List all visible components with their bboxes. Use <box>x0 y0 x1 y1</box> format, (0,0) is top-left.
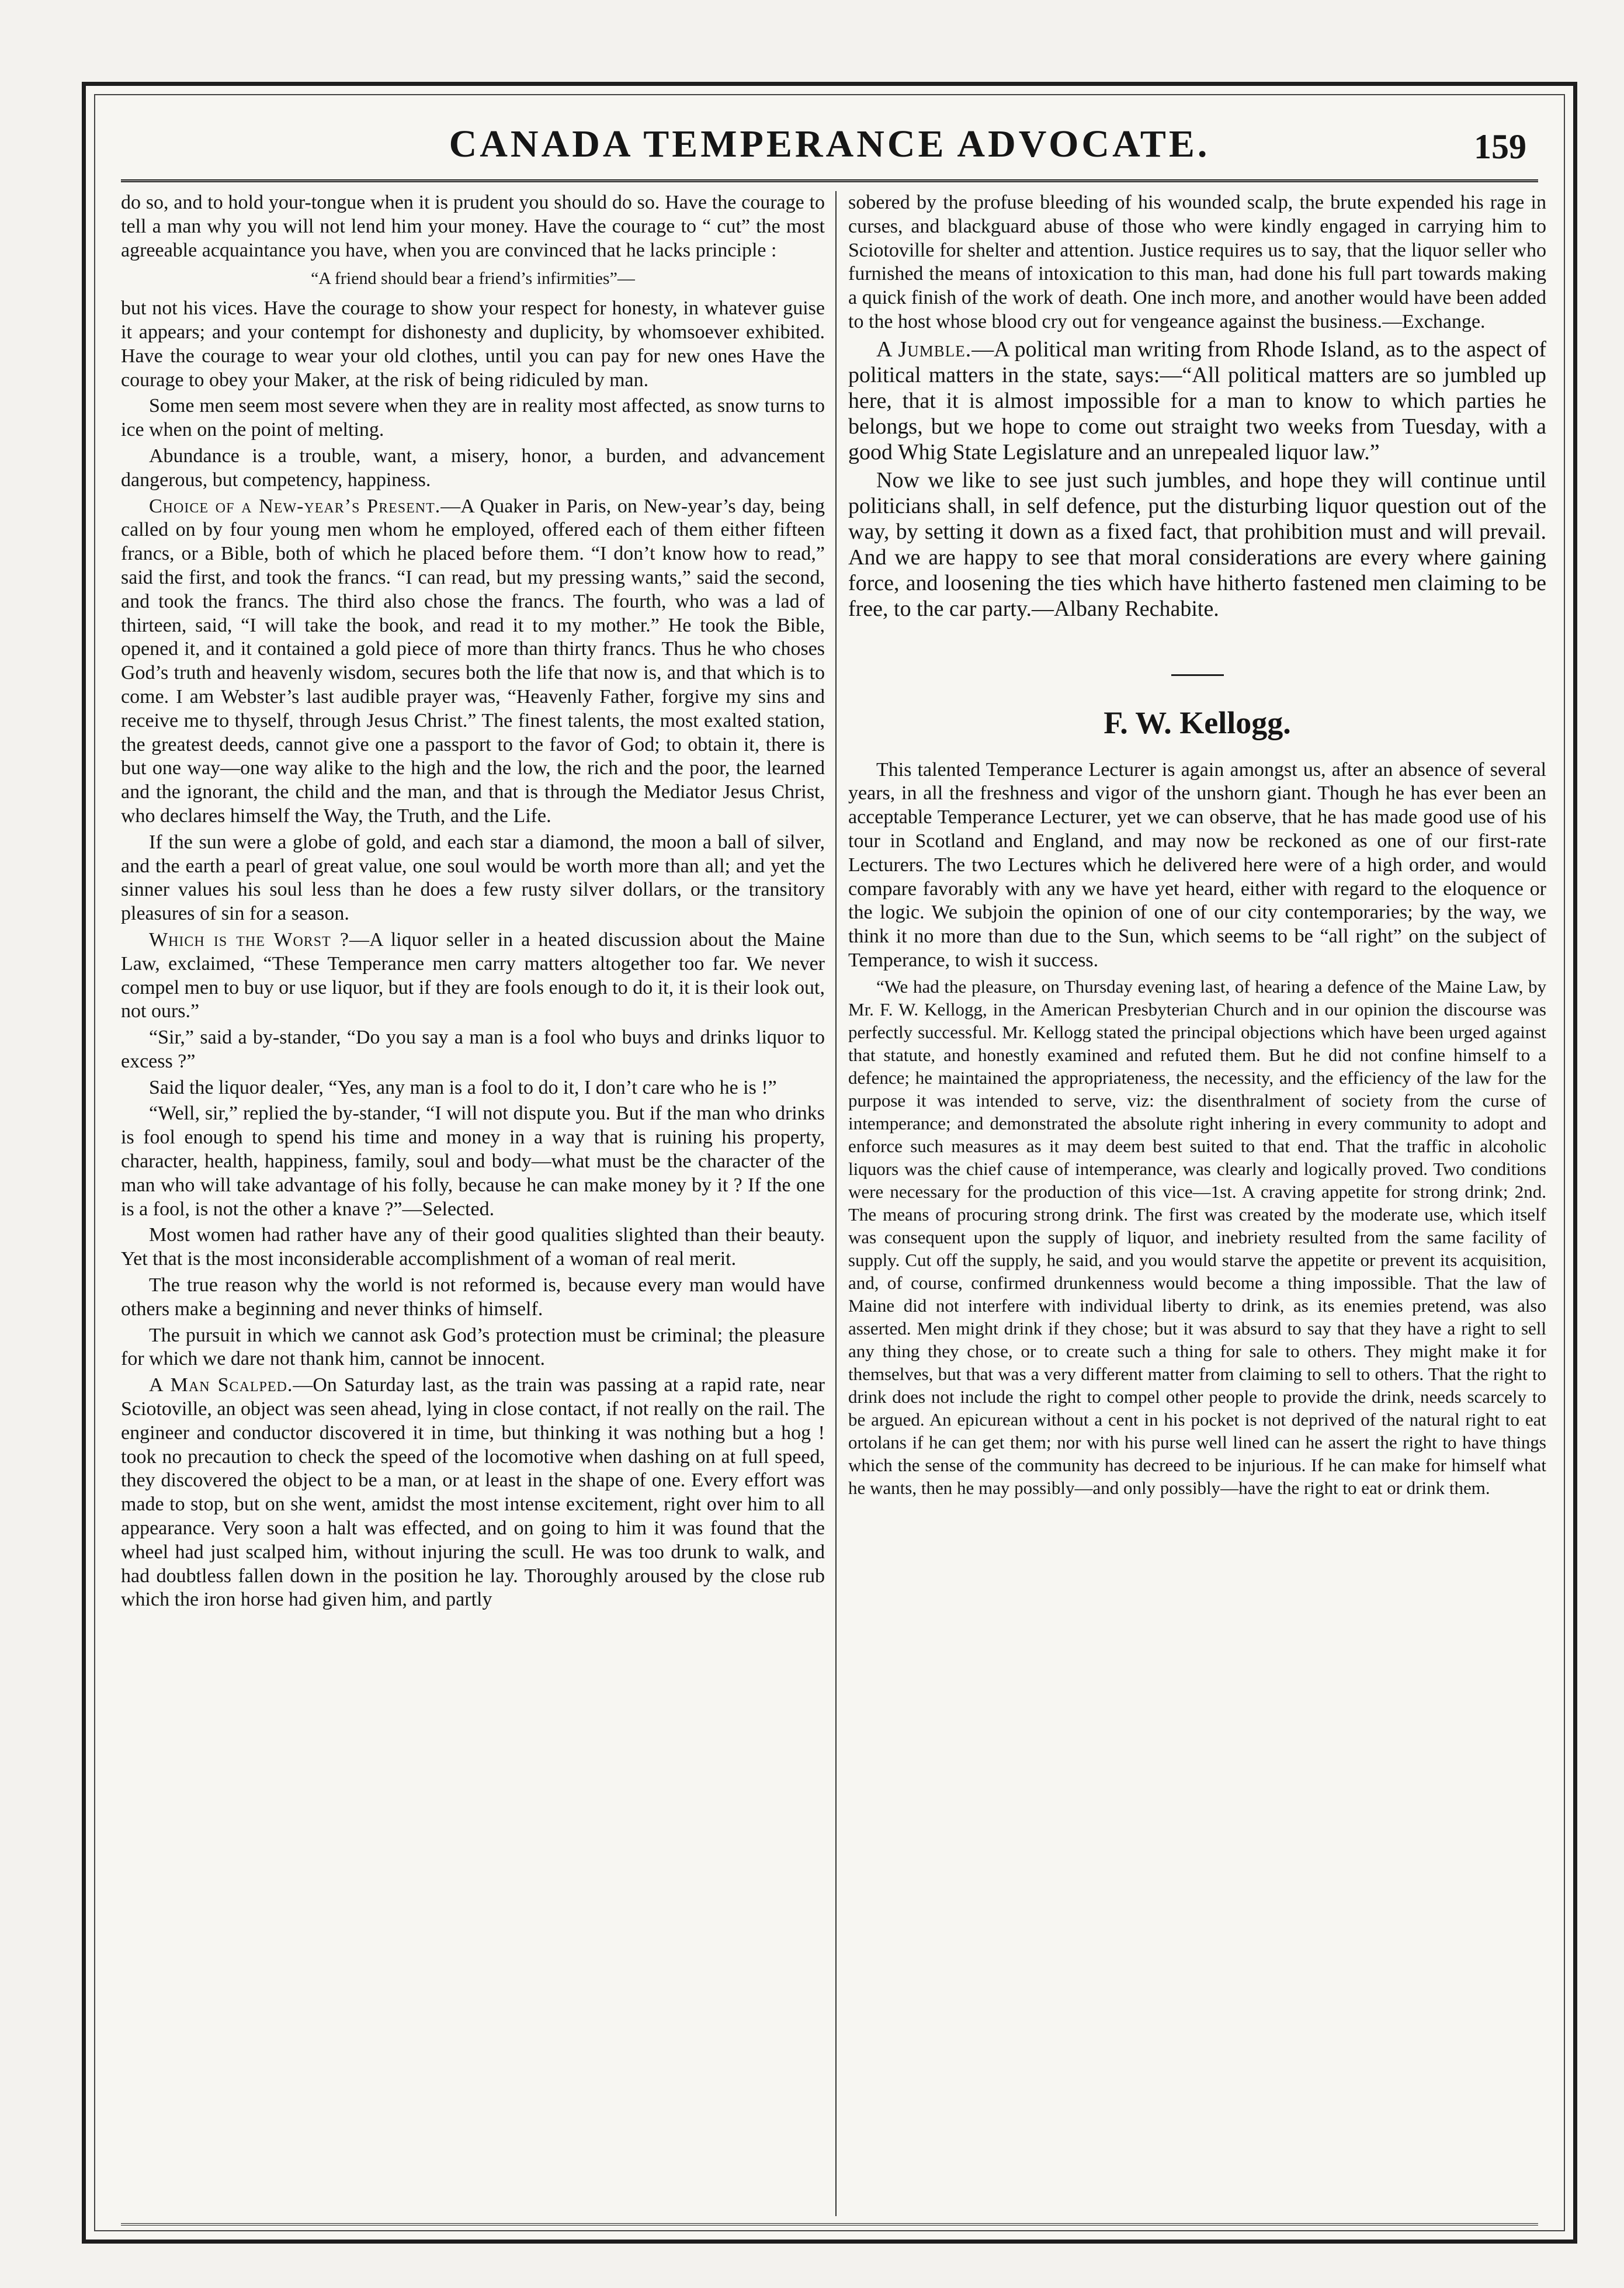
article-which-worst <box>121 928 825 1024</box>
article-heading: Which is the Worst ? <box>149 928 349 951</box>
paragraph: Abundance is a trouble, want, a misery, honor, a burden, and advancement dangerous, but competency, happiness. <box>121 445 825 491</box>
section-separator <box>1171 674 1224 676</box>
paragraph: but not his vices. Have the courage to show your respect for honesty, in whatever guise it appears; and your contempt for dishonesty and duplicity, by whomsoever exhibited. Have the courage to wear your old clothes, until you can pay for new ones Have the courage to obey your Maker, at the risk of being ridiculed by man. <box>121 297 825 391</box>
article-body: —A liquor seller in a heated discussion about the Maine Law, exclaimed, “These Temperance men carry matters altogether too far. We never compel men to buy or use liquor, but if they are fools enough to do it, it is their look out, not ours.” <box>121 928 825 1022</box>
newspaper-page <box>82 82 1577 2244</box>
column-divider <box>835 191 837 2216</box>
article-choice-present <box>121 495 825 828</box>
paragraph: sobered by the profuse bleeding of his wounded scalp, the brute expended his rage in curses, and blackguard abuse of those who were kindly engaged in carrying him to Sciotoville for shelter and attention. Justice requires us to say, that the liquor seller who furnished the means of intoxication to this man, had done his full part towards making a quick finish of the work of death. One inch more, and another would have been added to the host whose blood cry out for vengeance against the business.—Exchange. <box>848 192 1546 332</box>
article-heading: Choice of a New-year’s Present. <box>149 495 441 517</box>
paragraph: Said the liquor dealer, “Yes, any man is a fool to do it, I don’t care who he is !” <box>149 1076 777 1098</box>
article-body: —A Quaker in Paris, on New-year’s day, being called on by four young men whom he employed, offered each of them either fifteen francs, or a Bible, both of which he placed before them. “I don’t know how to read,” said the first, and took the francs. “I can read, but my pressing wants,” said the second, and took the francs. The third also chose the francs. The fourth, who was a lad of thirteen, said, “I will take the book, and read it to my mother.” He took the Bible, opened it, and it contained a gold piece of more than thirty francs. Thus he who choses God’s truth and heavenly wisdom, secures both the life that now is, and that which is to come. I am Webster’s last audible prayer was, “Heavenly Father, forgive my sins and receive me to thyself, through Jesus Christ.” The finest talents, the most exalted station, the greatest deeds, cannot give one a passport to the favor of God; to obtain it, there is but one way—one way alike to the high and the low, the rich and the poor, the learned and the ignorant, the child and the man, and that is through the Mediator Jesus Christ, who declares himself the Way, the Truth, and the Life. <box>121 495 825 827</box>
paragraph: Now we like to see just such jumbles, and hope they will continue until politicians shall, in self defence, put the disturbing liquor question out of the way, by setting it down as a fixed fact, that prohibition must and will prevail. And we are happy to see that moral considerations are every where gaining force, and loosening the ties which have hitherto fastened men claiming to be free, to the car party.—Albany Rechabite. <box>848 467 1546 621</box>
paragraph: Some men seem most severe when they are in reality most affected, as snow turns to ice when on the point of melting. <box>121 395 825 441</box>
article-body: —On Saturday last, as the train was passing at a rapid rate, near Sciotoville, an object was seen ahead, lying in close contact, if not really on the rail. The engineer and conductor discovered it in time, but thinking it was nothing but a hog ! took no precaution to check the speed of the locomotive when dashing on at full speed, they discovered the object to be a man, or at least in the shape of one. Every effort was made to stop, but on she went, amidst the most intense excitement, right over him to all appearance. Very soon a halt was effected, and on going to him it was found that the wheel had just scalped him, without injuring the scull. He was too drunk to walk, and had doubtless fallen down in the position he lay. Thoroughly aroused by the close rub which the iron horse had given him, and partly <box>121 1374 825 1611</box>
paragraph: Most women had rather have any of their good qualities slighted than their beauty. Yet that is the most inconsiderable accomplishment of a woman of real merit. <box>121 1224 825 1270</box>
paragraph: “Sir,” said a by-stander, “Do you say a man is a fool who buys and drinks liquor to excess ?” <box>121 1027 825 1072</box>
paragraph: “Well, sir,” replied the by-stander, “I will not dispute you. But if the man who drinks is fool enough to spend his time and money in a way that is ruining his property, character, health, happiness, family, soul and body—what must be the character of the man who will take advantage of his folly, because he can make money by it ? If the one is a fool, is not the other a knave ?”—Selected. <box>121 1103 825 1220</box>
article-heading: A Man Scalped. <box>149 1374 293 1396</box>
page-number: 159 <box>1474 127 1526 166</box>
section-heading: F. W. Kellogg. <box>1104 705 1291 740</box>
article-heading: A Jumble. <box>876 337 972 362</box>
quoted-report: “We had the pleasure, on Thursday evening last, of hearing a defence of the Maine Law, by Mr. F. W. Kellogg, in the American Presbyterian Church and in our opinion the discourse was perfectly successful. Mr. Kellogg stated the principal objections which have been urged against that statute, and honestly examined and refuted them. But he did not confine himself to a defence; he maintained the appropriateness, the necessity, and the efficiency of the law for the purpose it was intended to serve, viz: the disenthralment of society from the curse of intemperance; and demonstrated the absolute right inhering in every community to adopt and enforce such measures as it may deem best suited to that end. That the traffic in alcoholic liquors was the chief cause of intemperance, was clearly and logically proved. Two conditions were necessary for the production of this vice—1st. A craving appetite for strong drink; 2nd. The means of procuring strong drink. The first was created by the moderate use, which itself was consequent upon the supply of liquor, and inebriety resulted from the same facility of supply. Cut off the supply, he said, and you would starve the appetite or prevent its acquisition, and, of course, confirmed drunkenness would become a thing impossible. That the law of Maine did not interfere with individual liberty to drink, as its enemies pretend, was also asserted. Men might drink if they chose; but it was absurd to say that they have a right to sell any thing they chose, or to create such a thing for sale to others. They might make it for themselves, but that was a very different matter from claiming to sell to others. That the right to drink does not include the right to compel other people to provide the drink, needs scarcely to be argued. An epicurean without a cent in his pocket is not deprived of the natural right to eat ortolans if he can get them; nor with his purse well lined can he assert the right to have things which the sense of the community has decreed to be injurious. If he can make for himself what he wants, then he may possibly—and only possibly—have the right to eat or drink them. <box>848 976 1546 1498</box>
quotation: “A friend should bear a friend’s infirmities”— <box>311 269 635 289</box>
right-column <box>848 191 1546 2216</box>
paragraph: This talented Temperance Lecturer is again amongst us, after an absence of several years, in all the freshness and vigor of the unshorn giant. Though he has ever been an acceptable Temperance Lecturer, yet we can observe, that he has made good use of his tour in Scotland and England, and may now be reckoned as one of our first-rate Lecturers. The two Lectures which he delivered here were of a high order, and would compare favorably with any we have yet heard, either with regard to the eloquence or the logic. We subjoin the opinion of one of our city contemporaries; by the way, we think it no more than due to the Sun, which seems to be “all right” on the subject of Temperance, to wish it success. <box>848 758 1546 971</box>
paragraph: The true reason why the world is not reformed is, because every man would have others make a beginning and never thinks of himself. <box>121 1274 825 1320</box>
paragraph: do so, and to hold your-tongue when it is prudent you should do so. Have the courage to tell a man why you will not lend him your money. Have the courage to “ cut” the most agreeable acquaintance you have, when you are convinced that he lacks principle : <box>121 192 825 261</box>
left-column <box>121 191 825 2216</box>
paragraph: If the sun were a globe of gold, and each star a diamond, the moon a ball of silver, and the earth a pearl of great value, one soul would be worth more than all; and yet the sinner values his soul less than he does a few rusty silver dollars, or the transitory pleasures of sin for a season. <box>121 831 825 925</box>
masthead <box>121 109 1538 182</box>
newspaper-title: CANADA TEMPERANCE ADVOCATE. <box>449 123 1210 165</box>
paragraph: The pursuit in which we cannot ask God’s protection must be criminal; the pleasure for which we dare not thank him, cannot be innocent. <box>121 1324 825 1370</box>
article-man-scalped <box>121 1374 825 1612</box>
article-body: —A political man writing from Rhode Island, as to the aspect of political matters in the state, says:—“All political matters are so jumbled up here, that it is almost impossible for a man to know to which parties he belongs, but we hope to come out straight two weeks from Tuesday, with a good Whig State Legislature and an unrepealed liquor law.” <box>848 337 1546 464</box>
bottom-rule <box>121 2223 1538 2225</box>
article-jumble <box>848 337 1546 465</box>
